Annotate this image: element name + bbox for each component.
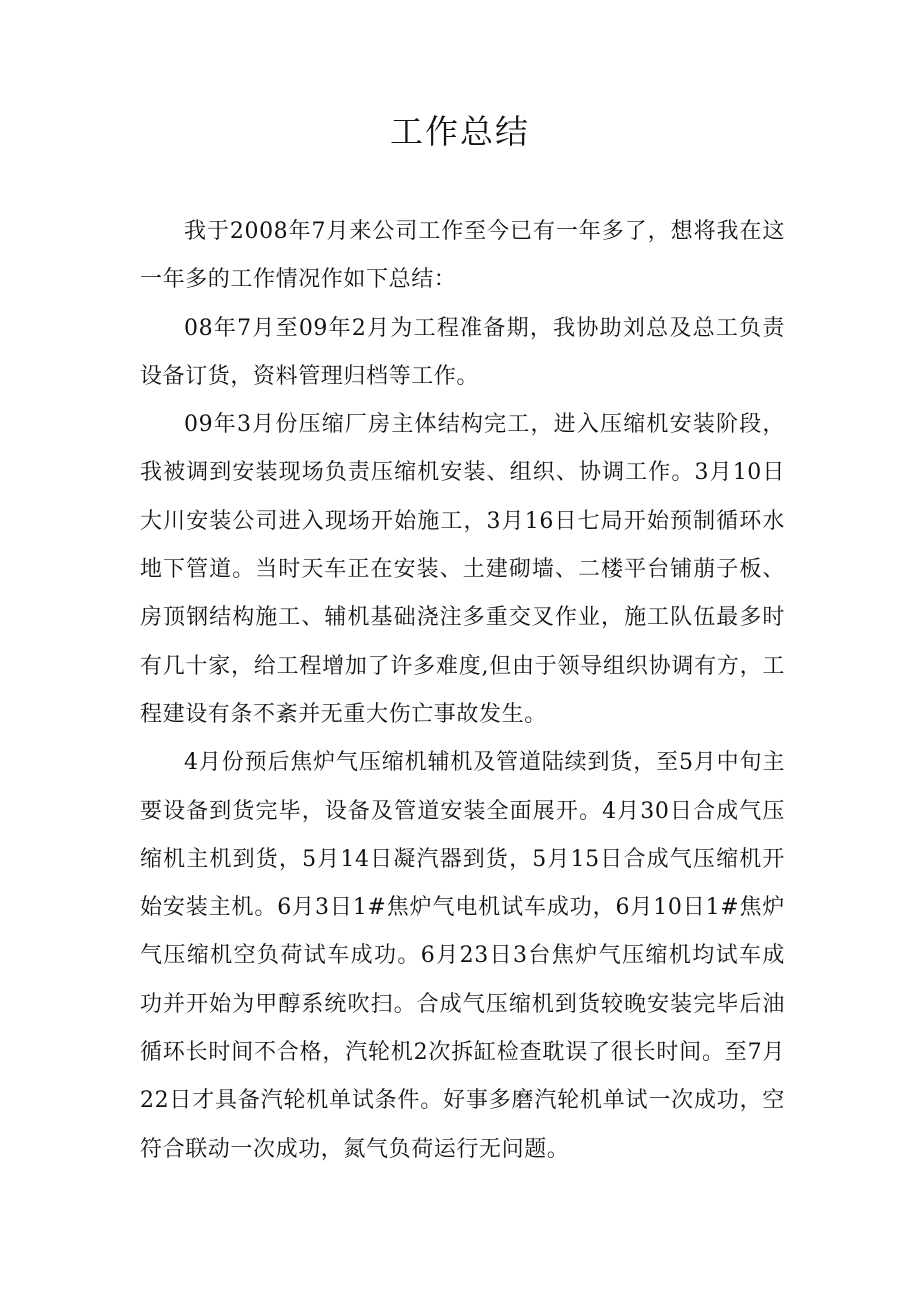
document-title: 工作总结 bbox=[390, 112, 530, 151]
paragraph-intro: 我于2008年7月来公司工作至今已有一年多了，想将我在这一年多的工作情况作如下总结： bbox=[140, 219, 785, 293]
paragraph-equipment-trial-run: 4月份预后焦炉气压缩机辅机及管道陆续到货，至5月中旬主要设备到货完毕，设备及管道安装全面展开。4月30日合成气压缩机主机到货，5月14日凝汽器到货，5月15日合成气压缩机开始安装主机。6月3日1#焦炉气电机试车成功，6月10日1#焦炉气压缩机空负荷试车成功。6月23日3台焦炉气压缩机均试车成功并开始为甲醇系统吹扫。合成气压缩机到货较晚安装完毕后油循环长时间不合格，汽轮机2次拆缸检查耽误了很长时间。至7月22日才具备汽轮机单试条件。好事多磨汽轮机单试一次成功，空符合联动一次成功，氮气负荷运行无问题。 bbox=[140, 750, 785, 1162]
paragraph-preparation-period: 08年7月至09年2月为工程准备期，我协助刘总及总工负责设备订货，资料管理归档等工作。 bbox=[140, 315, 785, 389]
paragraph-compressor-installation: 09年3月份压缩厂房主体结构完工，进入压缩机安装阶段，我被调到安装现场负责压缩机安装、组织、协调工作。3月10日大川安装公司进入现场开始施工，3月16日七局开始预制循环水地下管道。当时天车正在安装、土建砌墙、二楼平台铺萠子板、房顶钢结构施工、辅机基础浇注多重交叉作业，施工队伍最多时有几十家，给工程增加了许多难度,但由于领导组织协调有方，工程建设有条不紊并无重大伤亡事故发生。 bbox=[140, 412, 785, 727]
document-body bbox=[140, 208, 785, 1174]
